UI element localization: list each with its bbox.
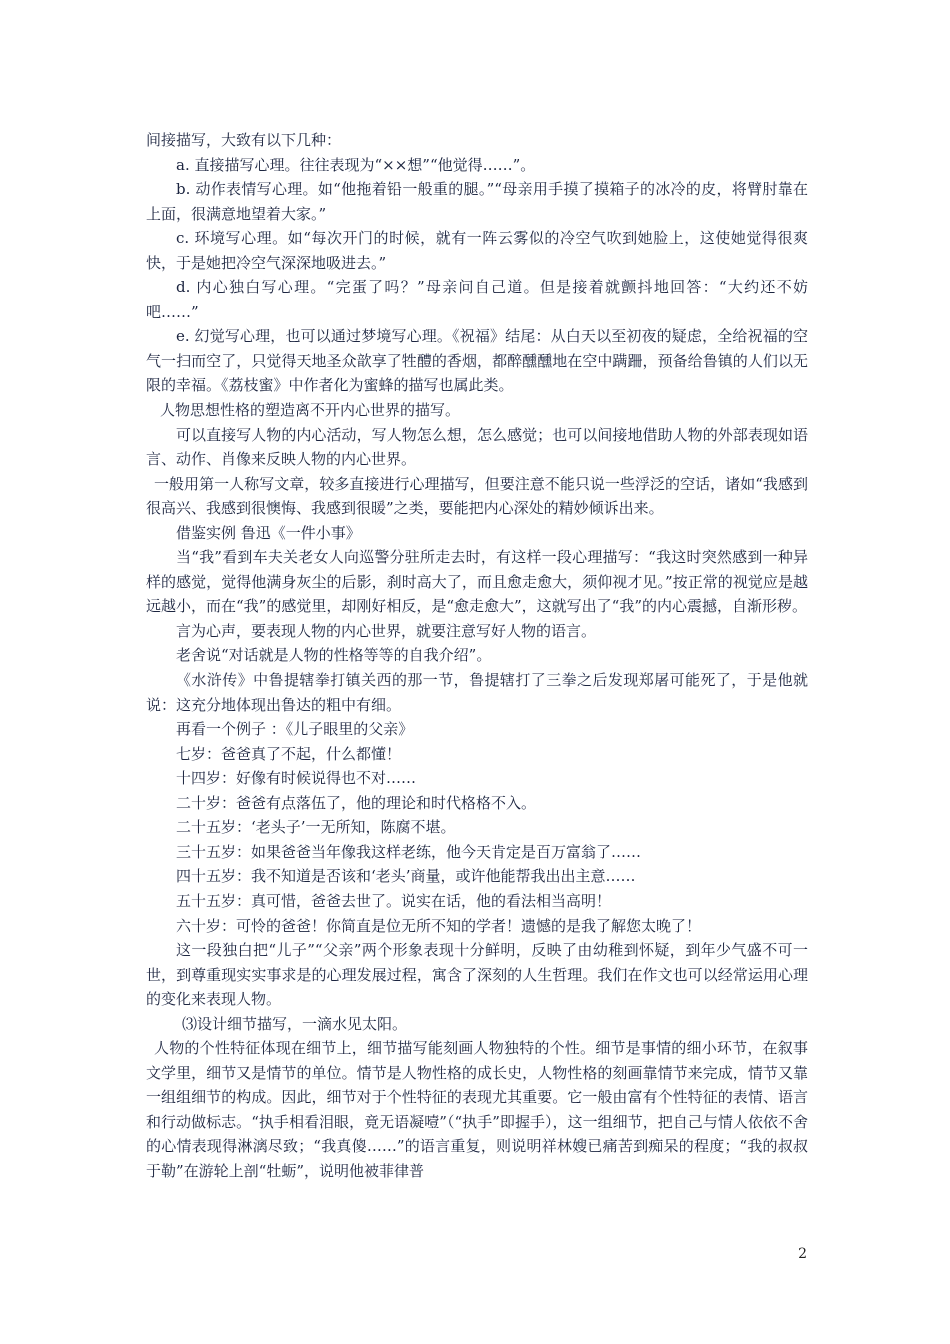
paragraph-item-c: c. 环境写心理。如“每次开门的时候，就有一阵云雾似的冷空气吹到她脸上，这使她觉得很爽快，于是她把冷空气深深地吸进去。” xyxy=(146,229,808,272)
paragraph-intro: 间接描写，大致有以下几种： xyxy=(146,131,342,149)
list-item: 四十五岁：我不知道是否该和‘老头’商量，或许他能帮我出出主意…… xyxy=(176,867,636,886)
paragraph: 老舍说“对话就是人物的性格等等的自我介绍”。 xyxy=(176,646,492,665)
paragraph-item-e: e. 幻觉写心理，也可以通过梦境写心理。《祝福》结尾：从白天以至初夜的疑虑，全给祝福的空气一扫而空了，只觉得天地圣众歆享了牲醴的香烟，都醉醺醺地在空中蹒跚，预备给鲁镇的人们以无限的幸福。《荔枝蜜》中作者化为蜜蜂的描写也属此类。 xyxy=(146,327,808,395)
paragraph: 当“我”看到车夫关老女人向巡警分驻所走去时，有这样一段心理描写：“我这时突然感到一种异样的感觉，觉得他满身灰尘的后影，刹时高大了，而且愈走愈大，须仰视才见。”按正常的视觉应是越远越小，而在“我”的感觉里，却刚好相反，是“愈走愈大”，这就写出了“我”的内心震撼，自渐形秽。 xyxy=(146,548,808,616)
paragraph-item-d: d. 内心独白写心理。“完蛋了吗？”母亲问自己道。但是接着就颤抖地回答：“大约还不妨吧……” xyxy=(146,278,808,321)
paragraph: 人物的个性特征体现在细节上，细节描写能刻画人物独特的个性。细节是事情的细小环节，在叙事文学里，细节又是情节的单位。情节是人物性格的成长史，人物性格的刻画靠情节来完成，情节又靠一组组细节的构成。因此，细节对于个性特征的表现尤其重要。它一般由富有个性特征的表情、语言和行动做标志。“执手相看泪眼，竟无语凝噎”（“执手”即握手），这一组细节，把自己与情人依依不舍的心情表现得淋漓尽致；“我真傻……”的语言重复，则说明祥林嫂已痛苦到痴呆的程度；“我的叔叔于勒”在游轮上剖“牡蛎”，说明他被菲律普 xyxy=(146,1039,808,1180)
paragraph: 可以直接写人物的内心活动，写人物怎么想，怎么感觉；也可以间接地借助人物的外部表现如语言、动作、肖像来反映人物的内心世界。 xyxy=(146,425,808,469)
paragraph-example-heading: 再看一个例子 ：《儿子眼里的父亲》 xyxy=(176,720,414,739)
page-number: 2 xyxy=(798,1246,807,1262)
section-heading: ⑶设计细节描写，一滴水见太阳。 xyxy=(182,1014,408,1033)
paragraph: 一般用第一人称写文章，较多直接进行心理描写，但要注意不能只说一些浮泛的空话，诸如“我感到很高兴、我感到很懊悔、我感到很暖”之类，要能把内心深处的精妙倾诉出来。 xyxy=(146,474,808,518)
paragraph: 言为心声，要表现人物的内心世界，就要注意写好人物的语言。 xyxy=(176,621,597,640)
list-item: 三十五岁：如果爸爸当年像我这样老练，他今天肯定是百万富翁了…… xyxy=(176,842,642,861)
list-item: 七岁：爸爸真了不起，什么都懂！ xyxy=(176,744,402,763)
paragraph: 人物思想性格的塑造离不开内心世界的描写。 xyxy=(160,401,461,420)
list-item: 二十岁：爸爸有点落伍了，他的理论和时代格格不入。 xyxy=(176,793,537,812)
list-item: 五十五岁：真可惜，爸爸去世了。说实在话，他的看法相当高明！ xyxy=(176,891,612,910)
list-item: 二十五岁：‘老头子’一无所知，陈腐不堪。 xyxy=(176,818,456,837)
paragraph-example-heading: 借鉴实例 鲁迅《一件小事》 xyxy=(176,523,361,542)
list-item: 十四岁：好像有时候说得也不对…… xyxy=(176,769,417,788)
body-text xyxy=(146,128,808,1184)
paragraph: 这一段独白把“儿子”“父亲”两个形象表现十分鲜明，反映了由幼稚到怀疑，到年少气盛不可一世，到尊重现实实事求是的心理发展过程，寓含了深刻的人生哲理。我们在作文也可以经常运用心理的变化来表现人物。 xyxy=(146,941,808,1009)
paragraph-item-b: b. 动作表情写心理。如“他拖着铅一般重的腿。”“母亲用手摸了摸箱子的冰冷的皮，将臂肘靠在上面，很满意地望着大家。” xyxy=(146,180,808,223)
list-item: 六十岁：可怜的爸爸！你简直是位无所不知的学者！遗憾的是我了解您太晚了！ xyxy=(176,916,702,935)
paragraph-item-a: a. 直接描写心理。往往表现为“××想”“他觉得……”。 xyxy=(176,155,536,174)
paragraph: 《水浒传》中鲁提辖拳打镇关西的那一节，鲁提辖打了三拳之后发现郑屠可能死了，于是他就说：这充分地体现出鲁达的粗中有细。 xyxy=(146,671,808,714)
